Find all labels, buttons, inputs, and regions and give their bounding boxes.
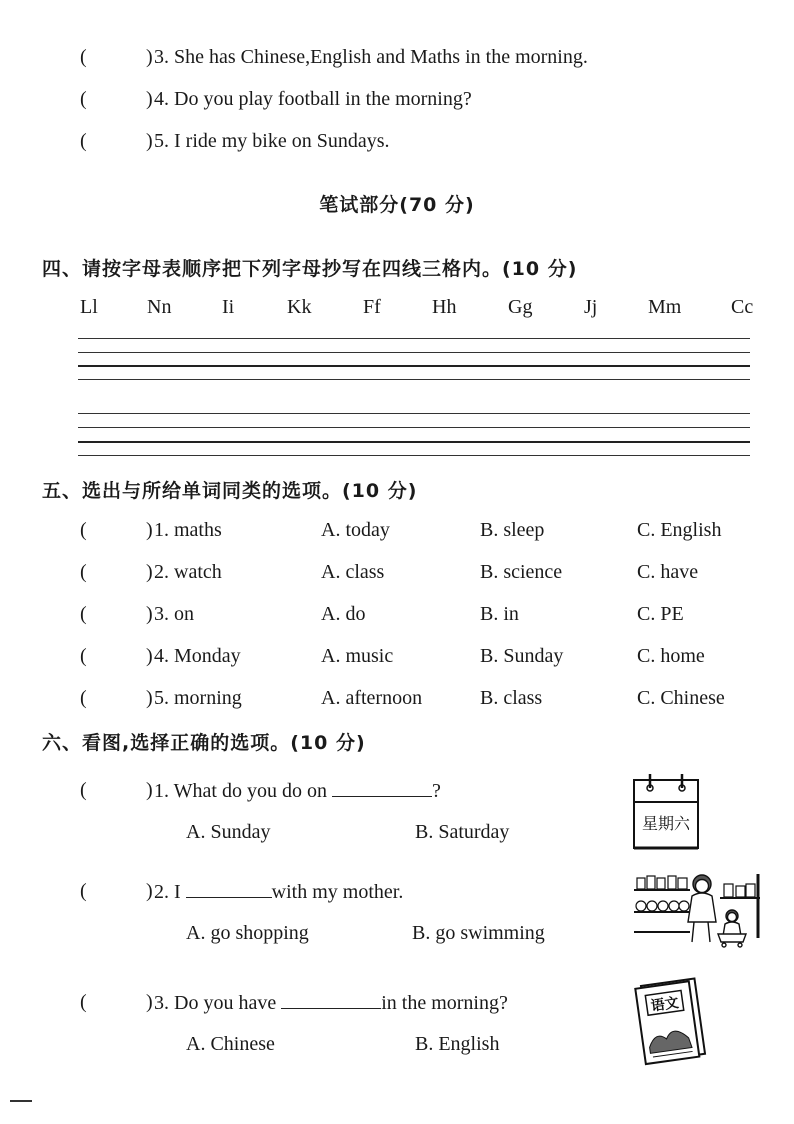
- grid-line: [78, 427, 750, 428]
- section5-title: 五、选出与所给单词同类的选项。(10 分): [42, 480, 418, 502]
- calendar-text: 星期六: [641, 814, 691, 833]
- question-text-post: in the morning?: [381, 992, 508, 1014]
- answer-paren-close: ): [146, 880, 153, 902]
- option-b: B. science: [480, 561, 563, 583]
- textbook-picture: [634, 972, 710, 1068]
- option-a: A. afternoon: [321, 687, 423, 709]
- answer-paren-close: ): [146, 88, 153, 110]
- letter-item: Mm: [648, 296, 682, 318]
- option-c: C. English: [637, 519, 722, 541]
- option-b: B. go swimming: [412, 922, 545, 944]
- grid-line: [78, 379, 750, 380]
- answer-paren-open[interactable]: (: [80, 880, 87, 902]
- answer-paren-close: ): [146, 46, 153, 68]
- answer-paren-open[interactable]: (: [80, 645, 87, 667]
- fill-blank[interactable]: [186, 879, 272, 898]
- question-text-pre: 3. Do you have: [154, 992, 277, 1014]
- letter-item: Hh: [432, 296, 457, 318]
- page-edge-mark: [10, 1100, 32, 1102]
- answer-paren-open[interactable]: (: [80, 991, 87, 1013]
- option-a: A. Chinese: [186, 1033, 275, 1055]
- question-text: 3. She has Chinese,English and Maths in the morning.: [154, 46, 588, 68]
- letter-item: Cc: [731, 296, 754, 318]
- letter-item: Jj: [584, 296, 598, 318]
- written-part-heading: 笔试部分(70 分): [319, 194, 475, 216]
- answer-paren-close: ): [146, 603, 153, 625]
- question-sentence: [154, 990, 508, 1015]
- option-a: A. do: [321, 603, 366, 625]
- question-text-pre: 2. I: [154, 881, 181, 903]
- grid-line: [78, 352, 750, 353]
- question-word: 5. morning: [154, 687, 242, 709]
- answer-paren-open[interactable]: (: [80, 130, 87, 152]
- letter-item: Kk: [287, 296, 312, 318]
- option-a: A. today: [321, 519, 390, 541]
- letter-item: Ii: [222, 296, 235, 318]
- letter-item: Ll: [80, 296, 98, 318]
- answer-paren-close: ): [146, 779, 153, 801]
- letter-item: Ff: [363, 296, 381, 318]
- answer-paren-close: ): [146, 991, 153, 1013]
- question-sentence: [154, 778, 441, 803]
- letter-item: Nn: [147, 296, 172, 318]
- option-c: C. Chinese: [637, 687, 725, 709]
- option-a: A. Sunday: [186, 821, 271, 843]
- answer-paren-close: ): [146, 561, 153, 583]
- section4-title: 四、请按字母表顺序把下列字母抄写在四线三格内。(10 分): [42, 258, 578, 280]
- shopping-scene-icon: [632, 868, 764, 948]
- letter-item: Gg: [508, 296, 533, 318]
- answer-paren-close: ): [146, 687, 153, 709]
- grid-line: [78, 413, 750, 414]
- answer-paren-close: ): [146, 519, 153, 541]
- question-text: 4. Do you play football in the morning?: [154, 88, 472, 110]
- answer-paren-open[interactable]: (: [80, 561, 87, 583]
- answer-paren-close: ): [146, 645, 153, 667]
- book-icon: [634, 972, 710, 1068]
- section6-title: 六、看图,选择正确的选项。(10 分): [42, 732, 366, 754]
- answer-paren-open[interactable]: (: [80, 519, 87, 541]
- grid-line: [78, 455, 750, 456]
- question-word: 3. on: [154, 603, 194, 625]
- answer-paren-open[interactable]: (: [80, 603, 87, 625]
- answer-paren-open[interactable]: (: [80, 46, 87, 68]
- book-title-text: 语文: [649, 994, 680, 1015]
- option-a: A. class: [321, 561, 385, 583]
- answer-paren-open[interactable]: (: [80, 88, 87, 110]
- calendar-picture: [630, 772, 702, 852]
- question-text-pre: 1. What do you do on: [154, 780, 327, 802]
- option-b: B. sleep: [480, 519, 545, 541]
- option-c: C. home: [637, 645, 705, 667]
- grid-line-baseline: [78, 441, 750, 443]
- question-text-post: ?: [431, 780, 441, 802]
- question-text: 5. I ride my bike on Sundays.: [154, 130, 390, 152]
- question-word: 4. Monday: [154, 645, 241, 667]
- option-a: A. music: [321, 645, 394, 667]
- grid-line: [78, 338, 750, 339]
- grid-line-baseline: [78, 365, 750, 367]
- answer-paren-open[interactable]: (: [80, 779, 87, 801]
- question-word: 1. maths: [154, 519, 222, 541]
- option-b: B. in: [480, 603, 519, 625]
- answer-paren-close: ): [146, 130, 153, 152]
- option-b: B. class: [480, 687, 543, 709]
- option-c: C. PE: [637, 603, 684, 625]
- option-c: C. have: [637, 561, 699, 583]
- fill-blank[interactable]: [332, 778, 432, 797]
- option-b: B. Saturday: [415, 821, 510, 843]
- calendar-icon: [630, 772, 702, 852]
- option-a: A. go shopping: [186, 922, 309, 944]
- question-text-post: with my mother.: [271, 881, 404, 903]
- question-word: 2. watch: [154, 561, 222, 583]
- option-b: B. Sunday: [480, 645, 564, 667]
- question-sentence: [154, 879, 403, 904]
- answer-paren-open[interactable]: (: [80, 687, 87, 709]
- option-b: B. English: [415, 1033, 500, 1055]
- fill-blank[interactable]: [281, 990, 381, 1009]
- shopping-picture: [632, 868, 764, 948]
